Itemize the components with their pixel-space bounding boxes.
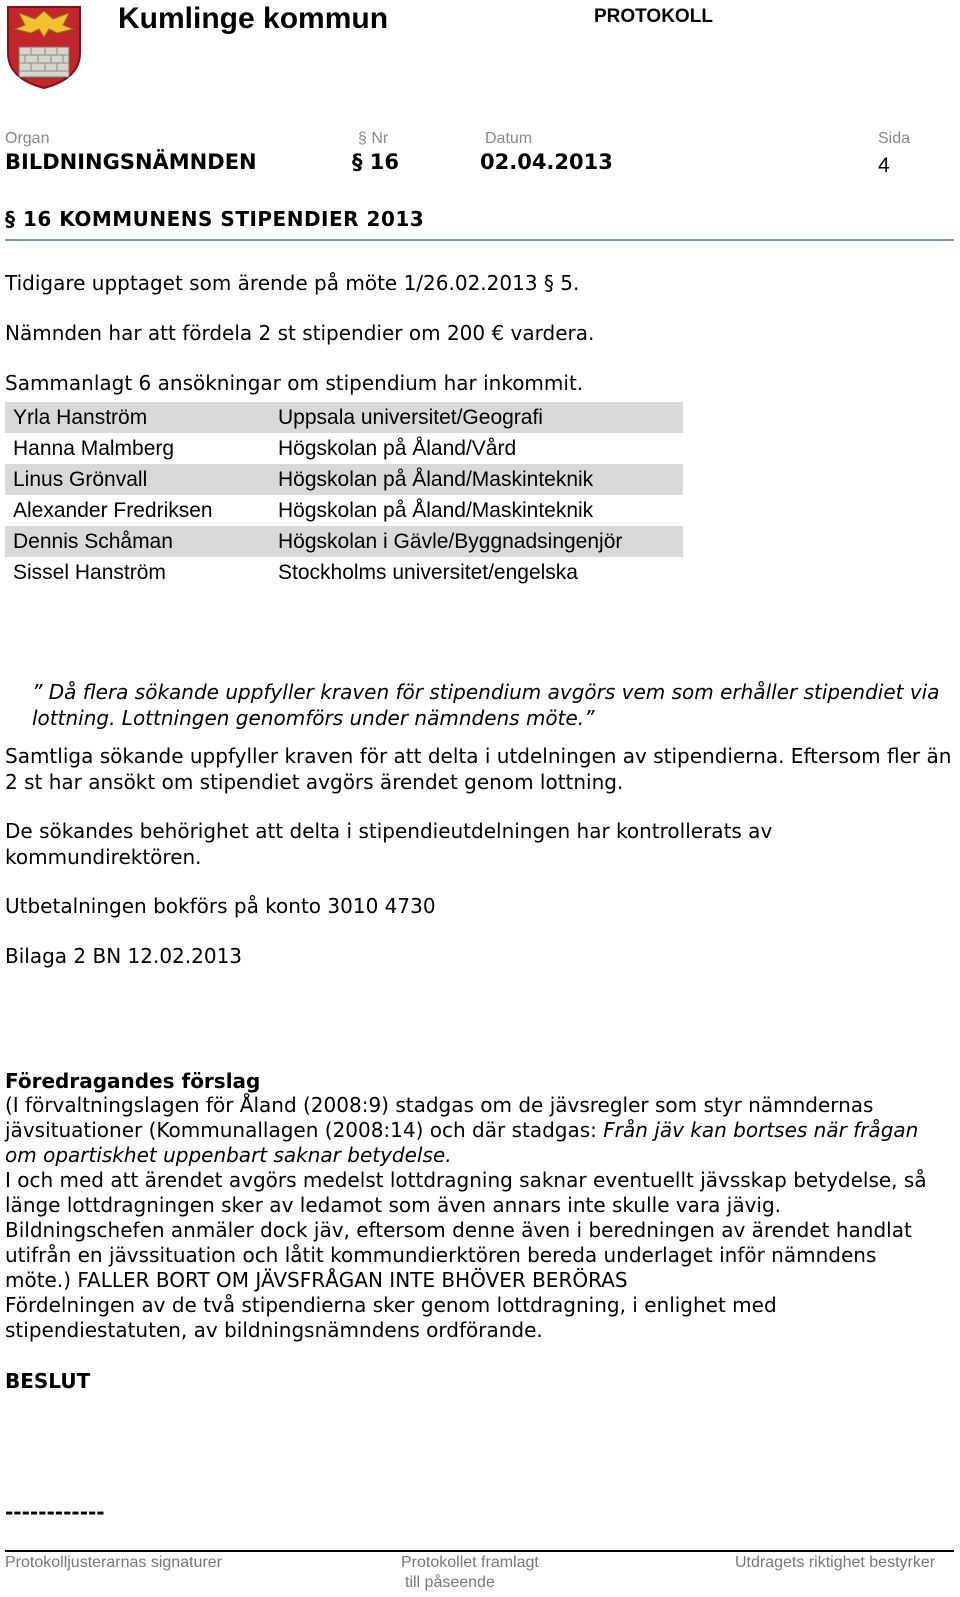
footer-presented-line2: till påseende bbox=[405, 1574, 495, 1591]
applicant-school: Högskolan på Åland/Maskinteknik bbox=[278, 498, 594, 522]
applicant-school: Uppsala universitet/Geografi bbox=[270, 402, 683, 433]
proposal-text-b: I och med att ärendet avgörs medelst lottdragning saknar eventuellt jävsskap betydelse, så länge lottdragningen sker av ledamot som även annars inte skulle vara jävig. Bildningschefen anmäler dock jäv, eftersom denne även i beredningen av ärendet handlat utifrån en jävssituation och låtit kommundierktören bereda underlaget inför nämndens möte.) FALLER BORT OM JÄVSFRÅGAN INTE BHÖVER BERÖRAS bbox=[5, 1168, 927, 1292]
paragraph-eligibility: Samtliga sökande uppfyller kraven för att delta i utdelningen av stipendierna. Eftersom fler än 2 st har ansökt om stipendiet avgörs ärendet genom lottning. bbox=[5, 744, 952, 794]
footer-certification: Utdragets riktighet bestyrker bbox=[735, 1554, 936, 1571]
table-row bbox=[5, 526, 683, 557]
applicant-school: Stockholms universitet/engelska bbox=[278, 560, 578, 584]
page-label: Sida bbox=[878, 130, 911, 147]
proposal-text bbox=[5, 1093, 945, 1343]
table-row bbox=[5, 495, 683, 526]
paragraph-account: Utbetalningen bokförs på konto 3010 4730 bbox=[5, 894, 436, 918]
table-row bbox=[5, 402, 683, 433]
applicants-table bbox=[5, 402, 683, 588]
section-divider bbox=[5, 239, 954, 241]
section-title: § 16 KOMMUNENS STIPENDIER 2013 bbox=[5, 207, 425, 231]
table-row bbox=[5, 557, 683, 588]
paragraph-attachment: Bilaga 2 BN 12.02.2013 bbox=[5, 944, 243, 968]
proposal-heading: Föredragandes förslag bbox=[5, 1069, 261, 1093]
applicant-name: Yrla Hanström bbox=[5, 402, 270, 433]
proposal-text-italic: Från jäv kan bortses när frågan om opartiskhet uppenbart saknar betydelse. bbox=[5, 1118, 919, 1167]
applicant-name: Sissel Hanström bbox=[13, 560, 166, 584]
decision-placeholder: ------------ bbox=[5, 1500, 105, 1524]
applicant-name: Alexander Fredriksen bbox=[13, 498, 213, 522]
footer-presented bbox=[401, 1553, 609, 1593]
applicant-name: Dennis Schåman bbox=[5, 526, 270, 557]
nr-value: § 16 bbox=[352, 150, 400, 174]
organ-label: Organ bbox=[5, 130, 50, 147]
municipality-title: Kumlinge kommun bbox=[118, 2, 389, 35]
applicant-school: Högskolan på Åland/Vård bbox=[278, 436, 517, 460]
paragraph-applications: Sammanlagt 6 ansökningar om stipendium har inkommit. bbox=[5, 371, 584, 395]
table-row bbox=[5, 464, 683, 495]
nr-label: § Nr bbox=[358, 130, 389, 147]
applicant-school: Högskolan på Åland/Maskinteknik bbox=[270, 464, 683, 495]
applicant-school: Högskolan i Gävle/Byggnadsingenjör bbox=[270, 526, 683, 557]
footer-presented-line1: Protokollet framlagt bbox=[401, 1554, 539, 1571]
applicant-name: Hanna Malmberg bbox=[13, 436, 175, 460]
date-label: Datum bbox=[485, 130, 533, 147]
date-value: 02.04.2013 bbox=[480, 150, 613, 174]
table-row bbox=[5, 433, 683, 464]
proposal-text-c: Fördelningen av de två stipendierna sker genom lottdragning, i enlighet med stipendiestatuten, av bildningsnämndens ordförande. bbox=[5, 1293, 777, 1342]
paragraph-stipend-amount: Nämnden har att fördela 2 st stipendier om 200 € vardera. bbox=[5, 321, 595, 345]
municipal-crest-icon bbox=[5, 3, 83, 89]
organ-value: BILDNINGSNÄMNDEN bbox=[5, 150, 257, 174]
page-value: 4 bbox=[878, 154, 890, 177]
footer-divider bbox=[5, 1550, 954, 1552]
decision-heading: BESLUT bbox=[5, 1369, 91, 1393]
paragraph-previous-meeting: Tidigare upptaget som ärende på möte 1/26.02.2013 § 5. bbox=[5, 271, 580, 295]
proposal-text-a: (I förvaltningslagen för Åland (2008:9) stadgas om de jävsregler som styr nämndernas jävsituationer (Kommunallagen (2008:14) och där stadgas: bbox=[5, 1093, 874, 1142]
document-type: PROTOKOLL bbox=[594, 6, 713, 27]
paragraph-verification: De sökandes behörighet att delta i stipendieutdelningen har kontrollerats av kommundirektören. bbox=[5, 819, 773, 869]
statute-quote: ” Då flera sökande uppfyller kraven för stipendium avgörs vem som erhåller stipendiet via lottning. Lottningen genomförs under nämndens möte.” bbox=[32, 680, 940, 730]
footer-signatures: Protokolljusterarnas signaturer bbox=[5, 1554, 222, 1571]
applicant-name: Linus Grönvall bbox=[5, 464, 270, 495]
